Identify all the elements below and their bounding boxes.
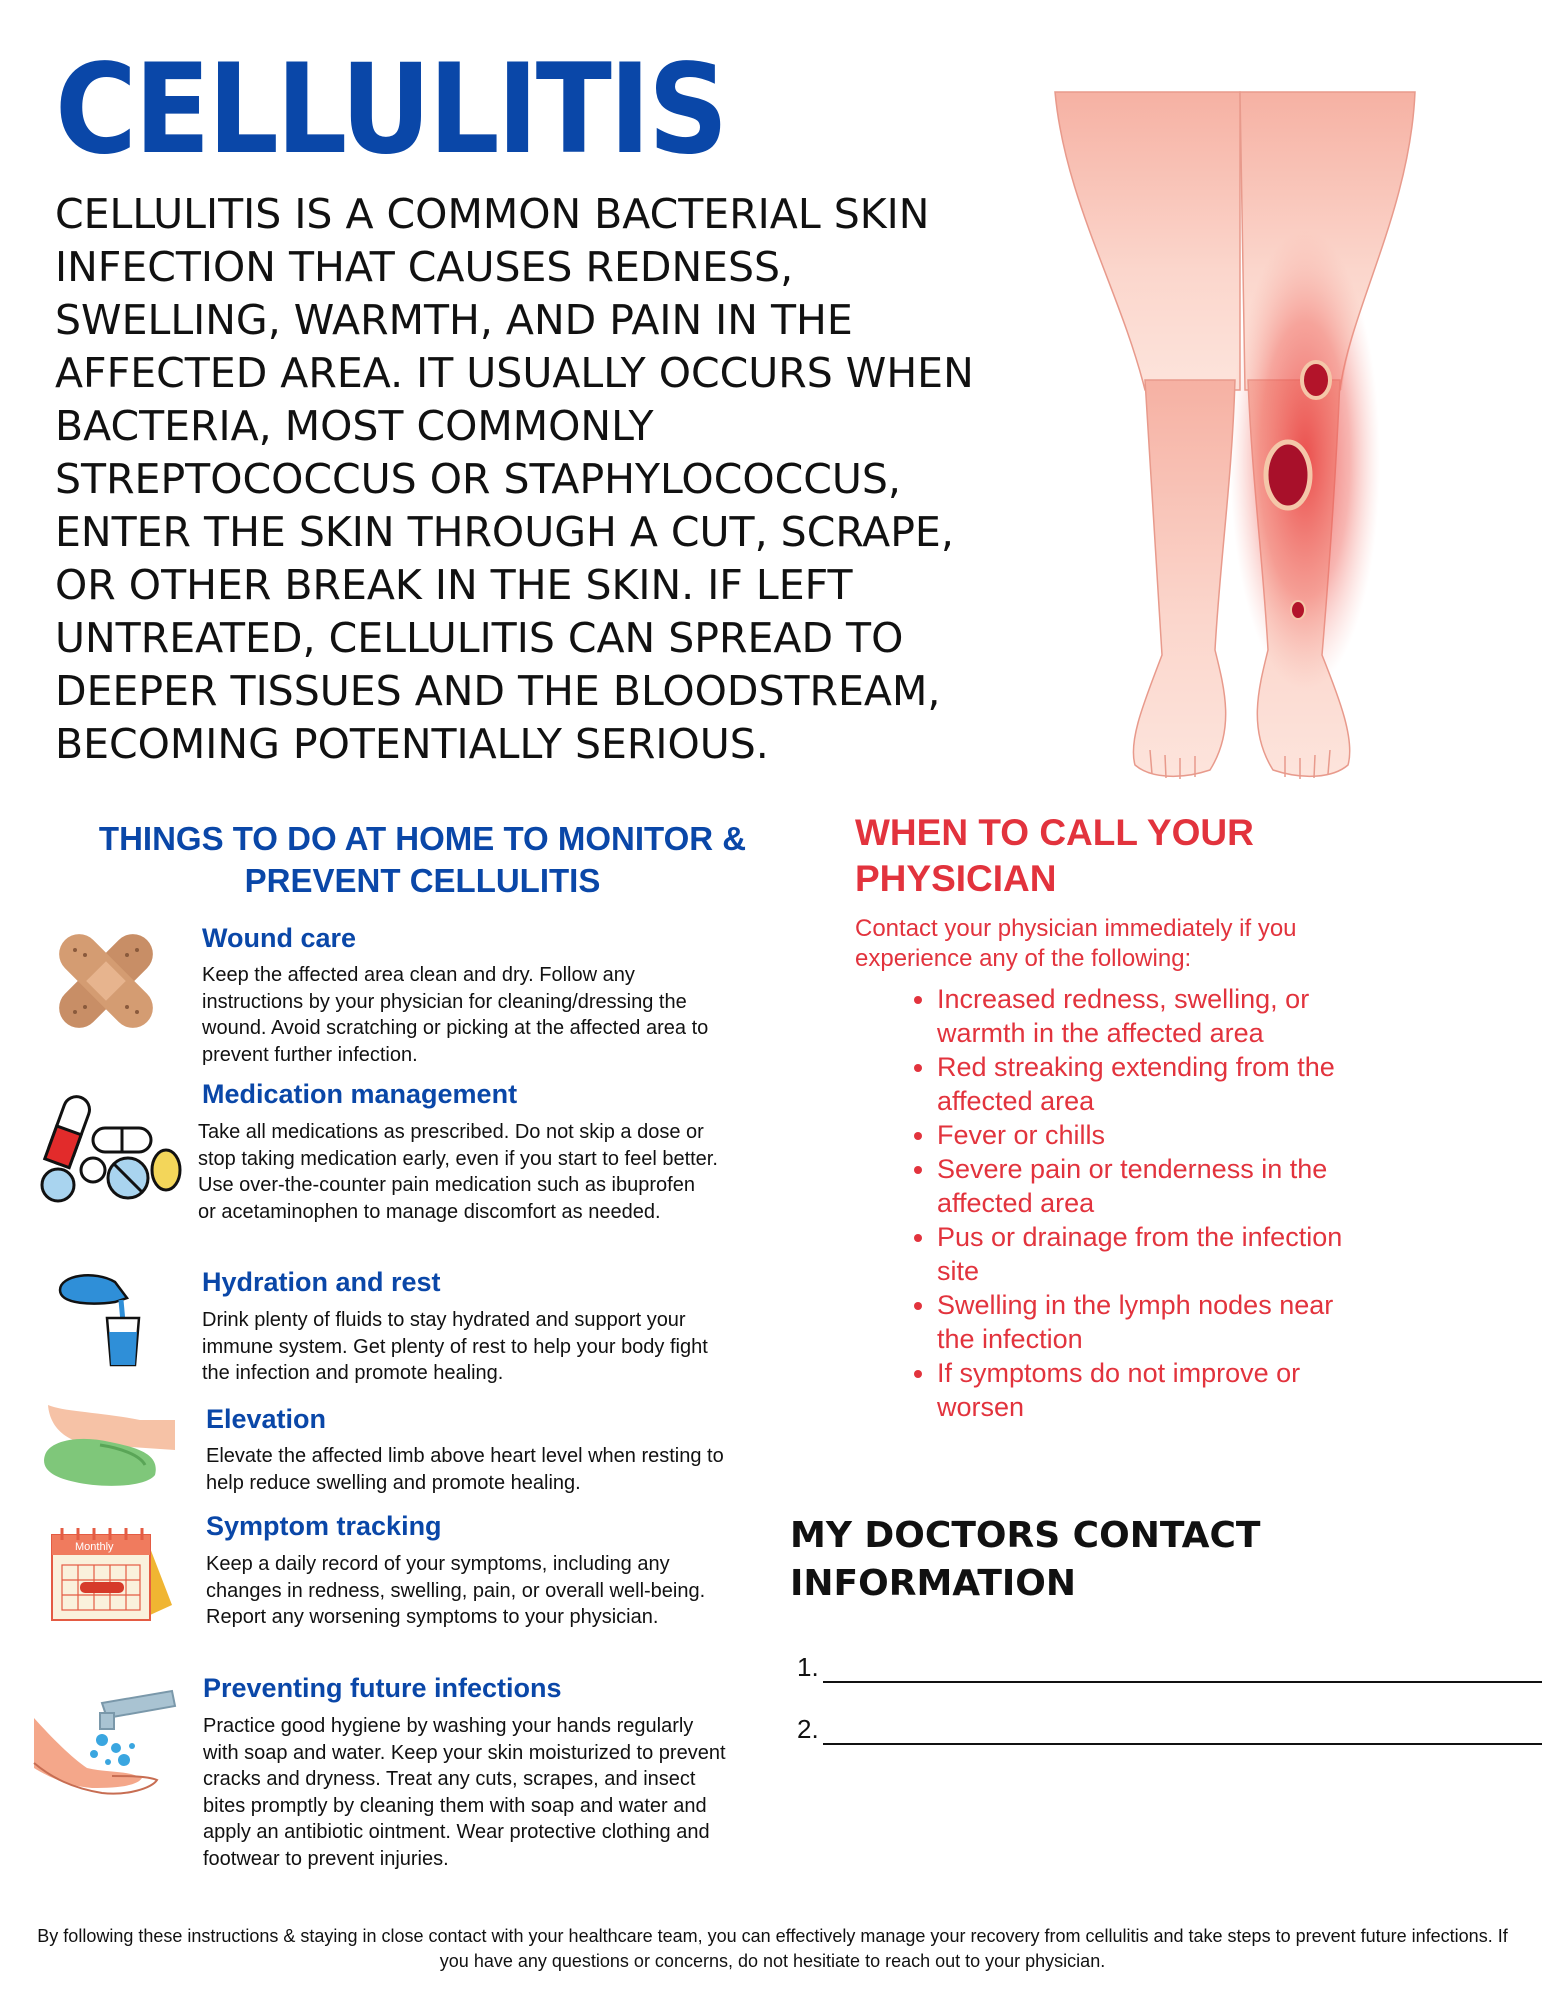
elevation-heading: Elevation (206, 1404, 327, 1434)
list-item: • If symptoms do not improve or worsen (937, 1356, 1377, 1424)
calendar-icon (50, 1520, 175, 1630)
contact-line-2[interactable] (797, 1714, 1542, 1745)
list-item: • Severe pain or tenderness in the affected area (937, 1152, 1377, 1220)
contact-line-1[interactable] (797, 1652, 1542, 1683)
calendar-label: Monthly (75, 1541, 114, 1553)
page-title: CELLULITIS (55, 38, 726, 182)
contact-blank-line[interactable] (823, 1717, 1542, 1745)
pills-icon (38, 1090, 188, 1210)
contact-line-number: 2. (797, 1714, 819, 1744)
call-physician-intro: Contact your physician immediately if you experience any of the following: (855, 915, 1297, 972)
list-item: • Fever or chills (937, 1118, 1377, 1152)
warning-symptoms-list (905, 982, 1377, 1424)
doctor-contact-heading: MY DOCTORS CONTACT INFORMATION (790, 1515, 1261, 1604)
contact-line-number: 1. (797, 1652, 819, 1682)
bandage-icon (50, 925, 162, 1037)
elevated-foot-icon (40, 1400, 180, 1490)
contact-blank-line[interactable] (823, 1655, 1542, 1683)
elevation-text: Elevate the affected limb above heart level when resting to help reduce swelling and promote healing. (206, 1445, 724, 1494)
hydration-heading: Hydration and rest (202, 1267, 441, 1297)
medication-heading: Medication management (202, 1079, 518, 1109)
wound-care-heading: Wound care (202, 923, 357, 953)
call-physician-heading: WHEN TO CALL YOUR PHYSICIAN (855, 812, 1254, 899)
list-item: • Increased redness, swelling, or warmth in the affected area (937, 982, 1377, 1050)
home-care-heading: THINGS TO DO AT HOME TO MONITOR & PREVENT CELLULITIS (98, 820, 747, 899)
wound-care-text: Keep the affected area clean and dry. Follow any instructions by your physician for cleaning/dressing the wound. Avoid scratching or picking at the affected area to prevent further infection. (202, 964, 709, 1066)
prevent-infections-text: Practice good hygiene by washing your hands regularly with soap and water. Keep your skin moisturized to prevent cracks and dryness. Treat any cuts, scrapes, and insect bites promptly by cleaning them with soap and water and apply an antibiotic ointment. Wear protective clothing and footwear to prevent injuries. (203, 1715, 726, 1870)
water-glass-icon (55, 1270, 155, 1370)
symptom-tracking-heading: Symptom tracking (206, 1511, 442, 1541)
handwashing-icon (32, 1688, 182, 1808)
intro-paragraph: CELLULITIS IS A COMMON BACTERIAL SKIN INFECTION THAT CAUSES REDNESS, SWELLING, WARMTH, AND PAIN IN THE AFFECTED AREA. IT USUALLY OCCURS WHEN BACTERIA, MOST COMMONLY STREPTOCOCCUS OR STAPHYLOCOCCUS, ENTER THE SKIN THROUGH A CUT, SCRAPE, OR OTHER BREAK IN THE SKIN. IF LEFT UNTREATED, CELLULITIS CAN SPREAD TO DEEPER TISSUES AND THE BLOODSTREAM, BECOMING POTENTIALLY SERIOUS. (55, 190, 974, 768)
list-item: • Swelling in the lymph nodes near the infection (937, 1288, 1377, 1356)
hydration-text: Drink plenty of fluids to stay hydrated and support your immune system. Get plenty of rest to help your body fight the infection and promote healing. (202, 1309, 708, 1384)
symptom-tracking-text: Keep a daily record of your symptoms, including any changes in redness, swelling, pain, or overall well-being. Report any worsening symptoms to your physician. (206, 1553, 706, 1628)
footer-note: By following these instructions & staying in close contact with your healthcare team, you can effectively manage your recovery from cellulitis and take steps to prevent future infections. If you have any questions or concerns, do not hesitiate to reach out to your physician. (37, 1926, 1508, 1971)
medication-text: Take all medications as prescribed. Do not skip a dose or stop taking medication early, even if you start to feel better. Use over-the-counter pain medication such as ibuprofen or acetaminophen to manage discomfort as needed. (198, 1121, 718, 1223)
list-item: • Red streaking extending from the affected area (937, 1050, 1377, 1118)
list-item: • Pus or drainage from the infection site (937, 1220, 1377, 1288)
prevent-infections-heading: Preventing future infections (203, 1673, 562, 1703)
infected-legs-illustration (1050, 90, 1430, 780)
